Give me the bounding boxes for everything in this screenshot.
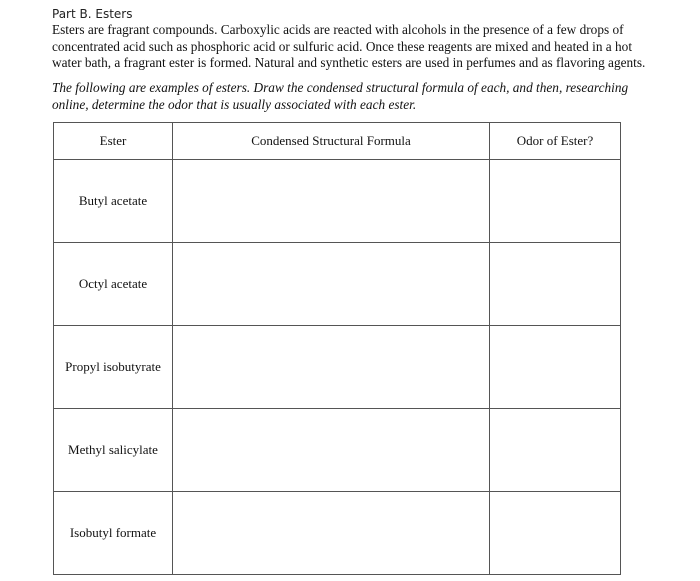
- odor-cell[interactable]: [490, 160, 621, 243]
- header-odor-of-ester: Odor of Ester?: [490, 123, 621, 160]
- odor-cell[interactable]: [490, 492, 621, 575]
- table-row: [54, 160, 621, 243]
- formula-cell[interactable]: [173, 409, 490, 492]
- header-ester: Ester: [54, 123, 173, 160]
- formula-cell[interactable]: [173, 492, 490, 575]
- intro-paragraph: Esters are fragrant compounds. Carboxylic acids are reacted with alcohols in the presence of a few drops of concentrated acid such as phosphoric acid or sulfuric acid. Once these reagents are mixed and heated in a hot water bath, a fragrant ester is formed. Natural and synthetic esters are used in perfumes and as flavoring agents.: [52, 22, 646, 70]
- table-row: [54, 492, 621, 575]
- table-row: [54, 409, 621, 492]
- instructions-paragraph: The following are examples of esters. Draw the condensed structural formula of each, and then, researching online, determine the odor that is usually associated with each ester.: [52, 80, 629, 112]
- ester-name-cell: Isobutyl formate: [54, 492, 173, 575]
- ester-name-cell: Propyl isobutyrate: [54, 326, 173, 409]
- part-heading: Part B. Esters: [52, 7, 133, 21]
- table-header-row: [54, 123, 621, 160]
- odor-cell[interactable]: [490, 409, 621, 492]
- ester-name-cell: Butyl acetate: [54, 160, 173, 243]
- formula-cell[interactable]: [173, 160, 490, 243]
- formula-cell[interactable]: [173, 243, 490, 326]
- ester-name-cell: Methyl salicylate: [54, 409, 173, 492]
- table-row: [54, 326, 621, 409]
- header-condensed-structural-formula: Condensed Structural Formula: [173, 123, 490, 160]
- odor-cell[interactable]: [490, 326, 621, 409]
- formula-cell[interactable]: [173, 326, 490, 409]
- table-row: [54, 243, 621, 326]
- ester-name-cell: Octyl acetate: [54, 243, 173, 326]
- esters-table: [53, 122, 621, 575]
- odor-cell[interactable]: [490, 243, 621, 326]
